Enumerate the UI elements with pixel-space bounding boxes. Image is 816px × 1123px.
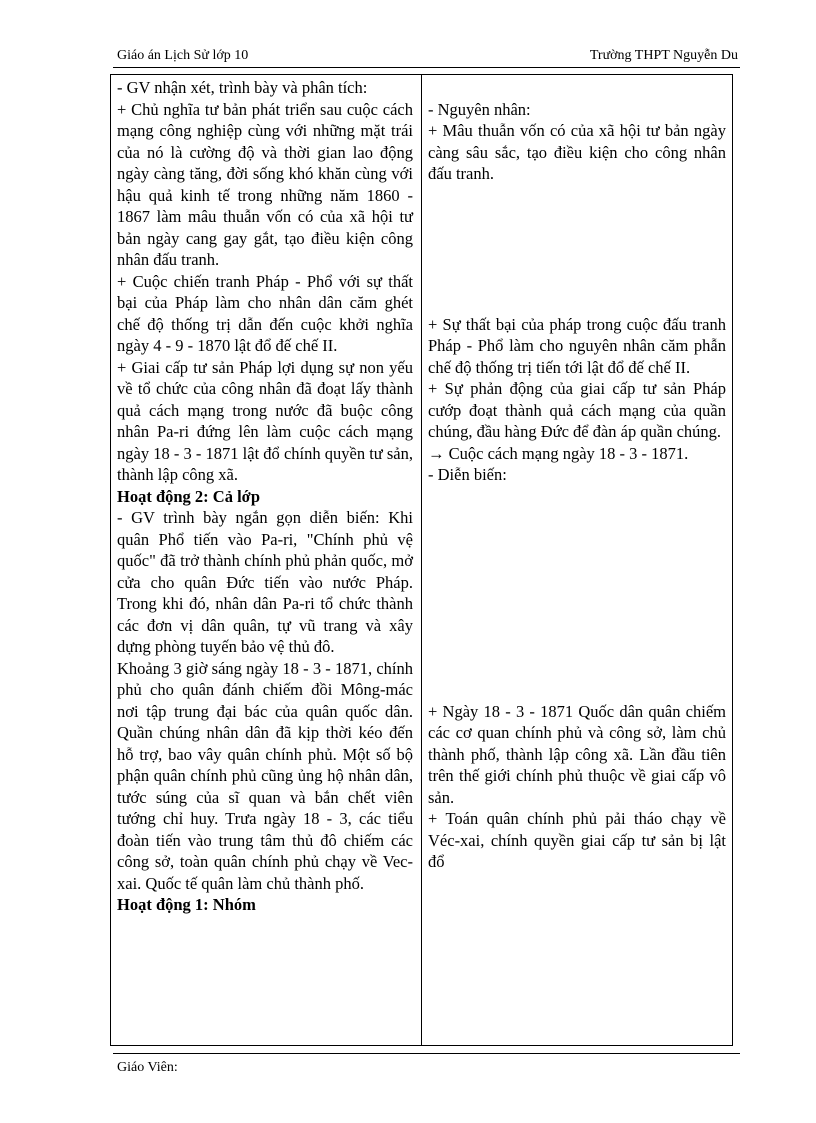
teacher-activities-column [117,77,413,916]
section-label: - Nguyên nhân: [428,99,531,119]
activity-heading: Hoạt động 2: Cả lớp [117,486,260,506]
page-footer [113,1053,740,1075]
header-subject: Giáo án Lịch Sử lớp 10 [117,48,249,63]
column-divider [421,75,422,1045]
lesson-table [110,74,733,1046]
paragraph: + Toán quân chính phủ pải tháo chạy về Véc-xai, chính quyền giai cấp tư sản bị lật đổ [428,809,726,871]
teacher-label: Giáo Viên: [117,1060,178,1075]
activity-heading: Hoạt động 1: Nhóm [117,895,256,914]
paragraph: + Cuộc chiến tranh Pháp - Phổ với sự thất bại của Pháp làm cho nhân dân căm ghét chế độ thống trị dẫn đến cuộc khởi nghĩa ngày 4 - 9 - 1870 lật đổ đế chế II. [117,271,413,355]
page-header [113,45,740,68]
paragraph: + Chủ nghĩa tư bản phát triển sau cuộc cách mạng công nghiệp cùng với những mặt trái của nó là cường độ và thời gian lao động ngày càng tăng, đời sống khó khăn cùng với hậu quả kinh tế trong những năm 1860 - 1867 làm mâu thuẫn vốn có của xã hội tư bản ngày cang gay gắt, tạo điều kiện công nhân đấu tranh. [117,99,413,269]
paragraph: + Giai cấp tư sản Pháp lợi dụng sự non yếu về tổ chức của công nhân đã đoạt lấy thành quả cách mạng trong nước đã buộc công nhân Pa-ri đứng lên làm cuộc cách mạng ngày 18 - 3 - 1871 lật đổ chính quyền tư sản, thành lập công xã. [117,357,413,484]
conclusion: → Cuộc cách mạng ngày 18 - 3 - 1871. [428,443,689,463]
header-school: Trường THPT Nguyễn Du [589,48,738,63]
knowledge-column [428,77,726,873]
paragraph: - GV trình bày ngắn gọn diễn biến: Khi quân Phổ tiến vào Pa-ri, "Chính phủ vệ quốc" đã trở thành chính phủ phản quốc, mở cửa cho quân Đức tiến vào nước Pháp. Trong khi đó, nhân dân Pa-ri tổ chức thành các đơn vị dân quân, tự vũ trang và xây dựng phòng tuyến bảo vệ thủ đô. [117,508,413,656]
paragraph: + Sự phản động của giai cấp tư sản Pháp cướp đoạt thành quả cách mạng của quần chúng, đầu hàng Đức để đàn áp quần chúng. [428,379,726,441]
paragraph: Khoảng 3 giờ sáng ngày 18 - 3 - 1871, chính phủ cho quân đánh chiếm đồi Mông-mác nơi tập trung đại bác của quân quốc dân. Quần chúng nhân dân đã kịp thời kéo đến hỗ trợ, bao vây quân chính phủ. Một số bộ phận quân chính phủ cũng ủng hộ nhân dân, tước súng của sĩ quan và bắn chết viên tướng chỉ huy. Trưa ngày 18 - 3, các tiểu đoàn tiến vào trung tâm thủ đô chiếm các công sở, toàn quân chính phủ chạy về Vec-xai. Quốc tế quân làm chủ thành phố. [117,658,413,893]
paragraph: + Ngày 18 - 3 - 1871 Quốc dân quân chiếm các cơ quan chính phủ và công sở, làm chủ thành phố, thành lập công xã. Lần đầu tiên trên thế giới chính phủ thuộc về giai cấp vô sản. [428,701,726,807]
section-label: - Diễn biến: [428,465,507,484]
paragraph: - GV nhận xét, trình bày và phân tích: [117,78,368,97]
paragraph: + Mâu thuẫn vốn có của xã hội tư bản ngày càng sâu sắc, tạo điều kiện cho công nhân đấu tranh. [428,121,726,183]
paragraph: + Sự thất bại của pháp trong cuộc đấu tranh Pháp - Phổ làm cho nguyên nhân căm phẫn chế độ thống trị tiến tới lật đổ đế chế II. [428,314,726,377]
